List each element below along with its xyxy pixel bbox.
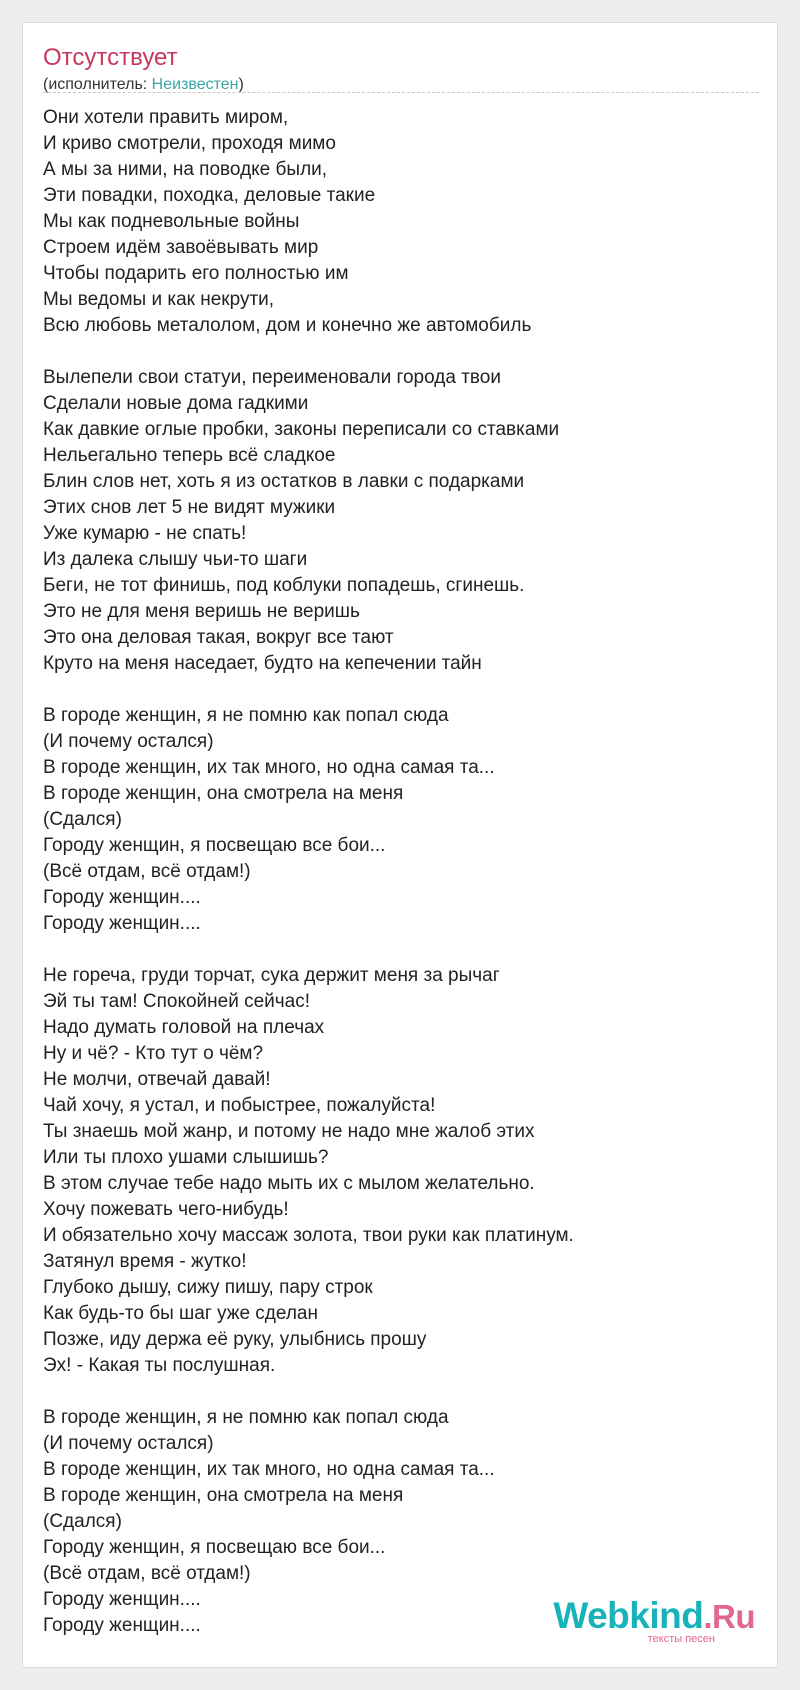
lyric-line: В городе женщин, их так много, но одна самая та...	[43, 757, 495, 778]
lyric-line: Эх! - Какая ты послушная.	[43, 1355, 276, 1376]
meta-prefix: (исполнитель:	[43, 76, 152, 93]
lyric-line: Они хотели править миром,	[43, 107, 289, 128]
lyric-line: Вылепели свои статуи, переименовали города твои	[43, 367, 501, 388]
logo-main-text: Webkind	[553, 1595, 704, 1636]
artist-link[interactable]: Неизвестен	[151, 76, 239, 93]
meta-suffix: )	[238, 76, 244, 93]
lyric-line: Или ты плохо ушами слышишь?	[43, 1147, 329, 1168]
lyric-line: Круто на меня наседает, будто на кепечении тайн	[43, 653, 482, 674]
lyric-line: Это она деловая такая, вокруг все тают	[43, 627, 394, 648]
lyric-line: Мы ведомы и как некрути,	[43, 289, 275, 310]
lyric-line: Не молчи, отвечай давай!	[43, 1069, 271, 1090]
logo-wordmark	[553, 1595, 755, 1636]
lyric-line: В городе женщин, она смотрела на меня	[43, 783, 404, 804]
lyric-line: Блин слов нет, хоть я из остатков в лавки с подарками	[43, 471, 525, 492]
lyric-line: Этих снов лет 5 не видят мужики	[43, 497, 336, 518]
lyric-line: Городу женщин, я посвещаю все бои...	[43, 1537, 386, 1558]
lyrics-body	[43, 105, 763, 1665]
lyric-line: Всю любовь металолом, дом и конечно же автомобиль	[43, 315, 532, 336]
lyric-line: Затянул время - жутко!	[43, 1251, 247, 1272]
lyrics-card	[22, 22, 778, 1668]
lyric-line: В городе женщин, она смотрела на меня	[43, 1485, 404, 1506]
song-title: Отсутствует	[43, 44, 178, 71]
lyric-line: (Сдался)	[43, 1511, 122, 1532]
lyric-line: Из далека слышу чьи-то шаги	[43, 549, 308, 570]
lyric-line: Глубоко дышу, сижу пишу, пару строк	[43, 1277, 373, 1298]
lyric-line: В городе женщин, я не помню как попал сюда	[43, 705, 449, 726]
lyric-line: (И почему остался)	[43, 731, 214, 752]
lyric-line: Чай хочу, я устал, и побыстрее, пожалуйста!	[43, 1095, 436, 1116]
lyric-line: Как давкие оглые пробки, законы переписали со ставками	[43, 419, 560, 440]
lyric-line: (Сдался)	[43, 809, 122, 830]
lyric-line: Городу женщин, я посвещаю все бои...	[43, 835, 386, 856]
lyric-line: Ты знаешь мой жанр, и потому не надо мне жалоб этих	[43, 1121, 535, 1142]
lyric-line: Хочу пожевать чего-нибудь!	[43, 1199, 289, 1220]
lyrics-stanza	[43, 963, 763, 1379]
lyric-line: Чтобы подарить его полностью им	[43, 263, 349, 284]
lyric-line: (И почему остался)	[43, 1433, 214, 1454]
logo-tagline: тексты песен	[647, 1633, 715, 1645]
lyric-line: А мы за ними, на поводке были,	[43, 159, 328, 180]
lyric-line: Беги, не тот финишь, под коблуки попадешь, сгинешь.	[43, 575, 525, 596]
lyric-line: Сделали новые дома гадкими	[43, 393, 309, 414]
lyrics-stanza	[43, 365, 763, 677]
lyric-line: Нельегально теперь всё сладкое	[43, 445, 336, 466]
header-divider	[43, 92, 759, 93]
lyric-line: Городу женщин....	[43, 1589, 201, 1610]
logo-suffix-text: .Ru	[703, 1598, 755, 1635]
lyric-line: Не гореча, груди торчат, сука держит меня за рычаг	[43, 965, 500, 986]
lyric-line: В городе женщин, я не помню как попал сюда	[43, 1407, 449, 1428]
lyrics-stanza	[43, 105, 763, 339]
lyric-line: Мы как подневольные войны	[43, 211, 300, 232]
lyric-line: Городу женщин....	[43, 913, 201, 934]
lyric-line: Надо думать головой на плечах	[43, 1017, 325, 1038]
lyric-line: И обязательно хочу массаж золота, твои руки как платинум.	[43, 1225, 574, 1246]
lyric-line: (Всё отдам, всё отдам!)	[43, 1563, 251, 1584]
lyric-line: Ну и чё? - Кто тут о чём?	[43, 1043, 264, 1064]
site-logo[interactable]	[553, 1595, 755, 1645]
lyrics-stanza	[43, 703, 763, 937]
lyric-line: Эй ты там! Спокойней сейчас!	[43, 991, 311, 1012]
lyric-line: Это не для меня веришь не веришь	[43, 601, 360, 622]
lyric-line: Городу женщин....	[43, 1615, 201, 1636]
lyric-line: Строем идём завоёвывать мир	[43, 237, 319, 258]
lyric-line: Городу женщин....	[43, 887, 201, 908]
lyric-line: Как будь-то бы шаг уже сделан	[43, 1303, 318, 1324]
lyric-line: В городе женщин, их так много, но одна самая та...	[43, 1459, 495, 1480]
lyric-line: Уже кумарю - не спать!	[43, 523, 247, 544]
lyric-line: Эти повадки, походка, деловые такие	[43, 185, 376, 206]
lyric-line: В этом случае тебе надо мыть их с мылом желательно.	[43, 1173, 535, 1194]
lyric-line: И криво смотрели, проходя мимо	[43, 133, 336, 154]
lyric-line: Позже, иду держа её руку, улыбнись прошу	[43, 1329, 427, 1350]
lyric-line: (Всё отдам, всё отдам!)	[43, 861, 251, 882]
